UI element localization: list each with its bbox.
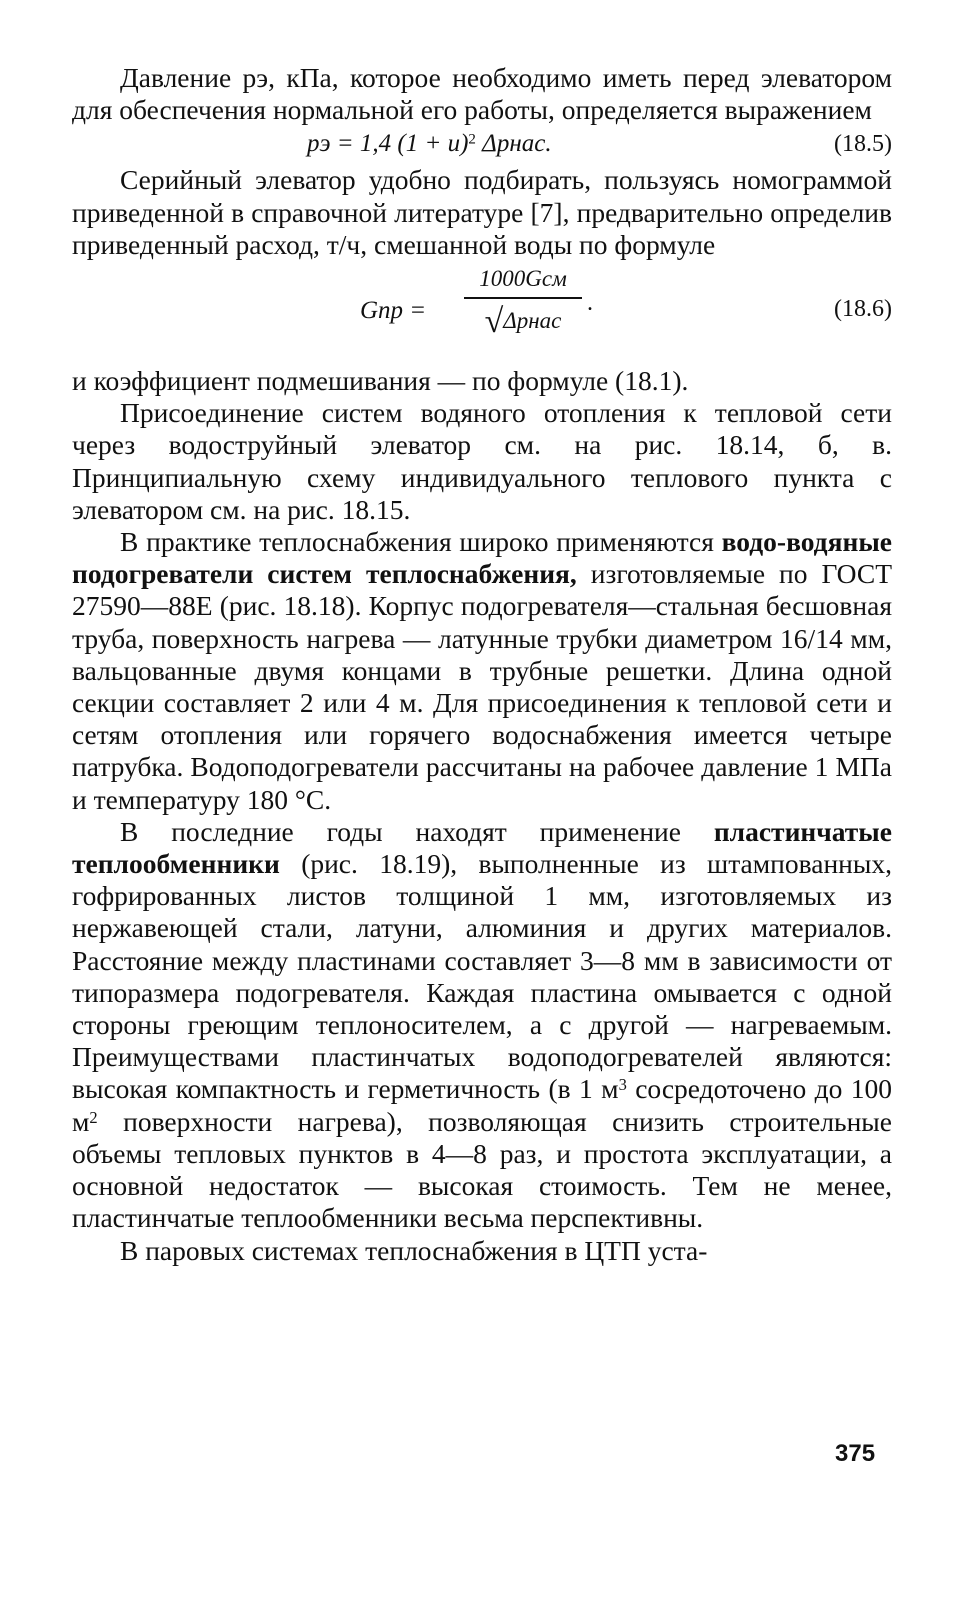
bold-term-water-heaters: водо-водяные подогреватели систем теплоснабжения, [72,526,892,590]
equation-18-5-exponent: 2 [468,131,476,148]
page-number: 375 [835,1440,876,1467]
equation-18-6-period: . [587,290,593,317]
equation-18-5-body [307,128,552,160]
equation-18-5-rhs: Δpнас. [475,130,552,158]
paragraph-5: В практике теплоснабжения широко применяются водо-водяные подогреватели систем теплоснабжения, изготовляемые по ГОСТ 27590—88Е (рис. 18.18). Корпус подогревателя—стальная бесшовная труба, поверхность нагрева — латунные трубки диаметром 16/14 мм, вальцованные двумя концами в трубные решетки. Длина одной секции составляет 2 или 4 м. Для присоединения к тепловой сети и сетям отопления или горячего водоснабжения имеется четыре патрубка. Водоподогреватели рассчитаны на рабочее давление 1 МПа и температуру 180 °С. [72,526,892,815]
equation-18-5-number: (18.5) [834,131,892,158]
book-page [72,62,892,1267]
equation-18-6 [72,265,892,365]
paragraph-7: В паровых системах теплоснабжения в ЦТП уста- [120,1234,708,1266]
equation-18-6-denominator: √Δpнас [484,303,562,341]
paragraph-6: В последние годы находят применение пластинчатые теплообменники (рис. 18.19), выполненные из штампованных, гофрированных листов толщиной 1 мм, изготовляемых из нержавеющей стали, латуни, алюминия и других материалов. Расстояние между пластинами составляет 3—8 мм в зависимости от типоразмера подогревателя. Каждая пластина омывается с одной стороны греющим теплоносителем, а с другой — нагреваемым. Преимуществами пластинчатых водоподогревателей являются: высокая компактность и герметичность (в 1 $м^3$ сосредоточено до 100 $м^2$ поверхности нагрева), позволяющая снизить строительные объемы тепловых пунктов в 4—8 раз, и простота эксплуатации, а основной недостаток — высокая стоимость. Тем не менее, пластинчатые теплообменники весьма перспективны. [72,815,892,1234]
paragraph-4: Присоединение систем водяного отопления к тепловой сети через водоструйный элеватор см. на рис. 18.14, б, в. Принципиальную схему индивидуального теплового пункта с элеватором см. на рис. 18.15. [72,397,892,525]
equation-18-6-number: (18.6) [834,296,892,323]
equation-18-6-lhs: Gпр = [360,297,427,325]
paragraph-3: и коэффициент подмешивания — по формуле (18.1). [72,365,689,397]
equation-18-6-fraction [464,265,582,341]
equation-18-6-numerator: 1000Gсм [464,265,582,299]
bold-term-plate-exchangers: пластинчатые теплообменники [72,815,892,880]
paragraph-2: Серийный элеватор удобно подбирать, пользуясь номограммой приведенной в справочной литературе [7], предварительно определив приведенный расход, т/ч, смешанной воды по формуле [72,164,892,260]
square-root-sign: √ [484,303,504,341]
paragraph-1: Давление pэ, кПа, которое необходимо иметь перед элеватором для обеспечения нормальной его работы, определяется выражением [72,62,892,126]
equation-18-5-lhs: pэ = 1,4 (1 + u) [307,130,469,158]
equation-18-5 [72,128,892,162]
